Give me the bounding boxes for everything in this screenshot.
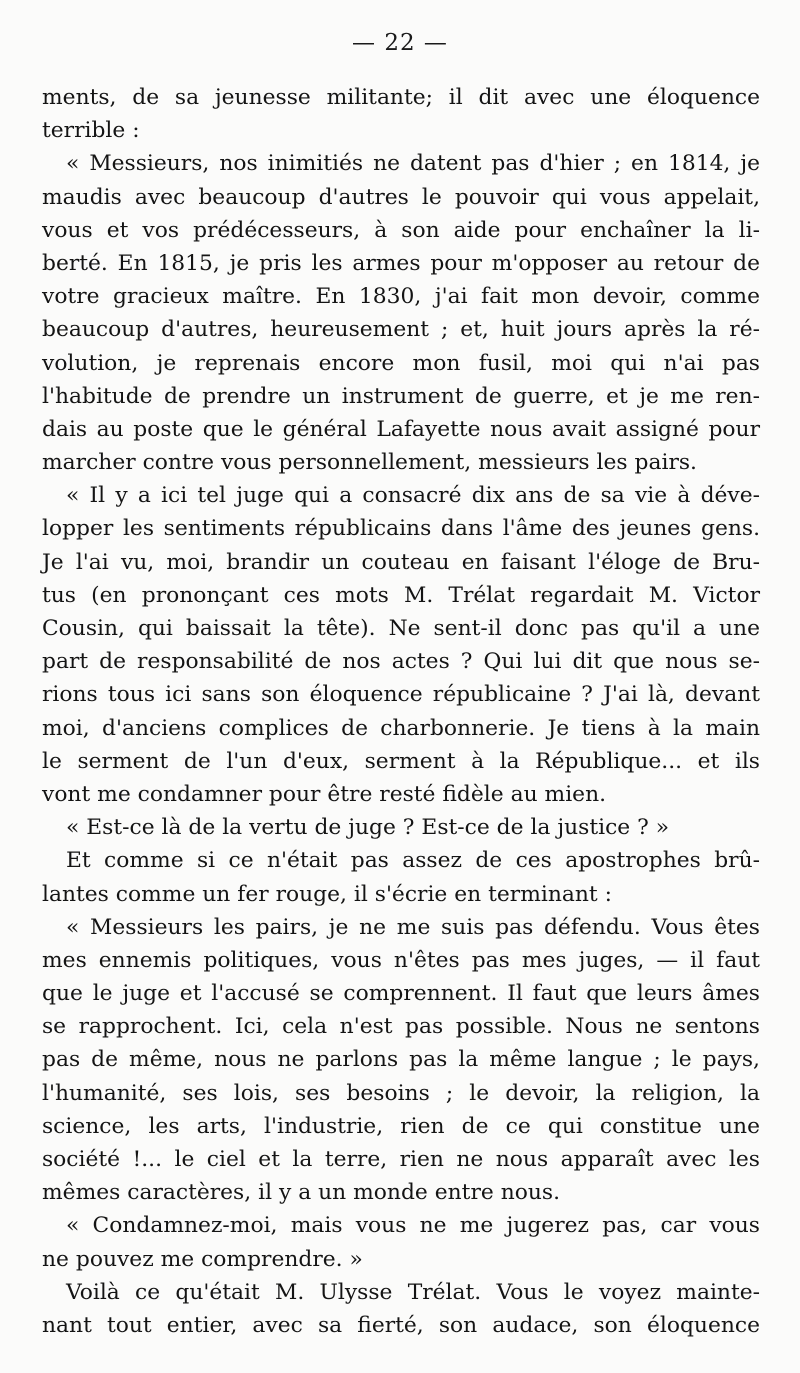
text-line: « Condamnez-moi, mais vous ne me jugerez pas, car vous [66,1213,760,1239]
text-line: « Il y a ici tel juge qui a consacré dix ans de sa vie à déve- [66,483,760,509]
text-line: Je l'ai vu, moi, brandir un couteau en faisant l'éloge de Bru- [42,549,760,575]
text-line: marcher contre vous personnellement, messieurs les pairs. [42,450,697,476]
text-line: lopper les sentiments républicains dans l'âme des jeunes gens. [42,516,760,542]
page-number: — 22 — [352,30,448,56]
body-text [42,81,760,1342]
text-line: rions tous ici sans son éloquence républicaine ? J'ai là, devant [42,682,760,708]
text-line: Cousin, qui baissait la tête). Ne sent-il donc pas qu'il a une [42,616,760,641]
text-line: l'humanité, ses lois, ses besoins ; le devoir, la religion, la [42,1080,760,1106]
text-line: berté. En 1815, je pris les armes pour m'opposer au retour de [42,250,760,276]
text-line: mes ennemis politiques, vous n'êtes pas mes juges, — il faut [42,947,760,973]
text-line: « Messieurs, nos inimitiés ne datent pas d'hier ; en 1814, je [66,151,760,177]
text-line: se rapprochent. Ici, cela n'est pas possible. Nous ne sentons [42,1014,760,1040]
text-line: ne pouvez me comprendre. » [42,1246,363,1272]
text-line: votre gracieux maître. En 1830, j'ai fait mon devoir, comme [42,284,760,310]
text-line: l'habitude de prendre un instrument de guerre, et je me ren- [42,383,760,409]
text-line: terrible : [42,118,140,144]
text-line: le serment de l'un d'eux, serment à la République... et ils [42,748,760,774]
text-line: volution, je reprenais encore mon fusil, moi qui n'ai pas [42,350,760,376]
text-line: maudis avec beaucoup d'autres le pouvoir qui vous appelait, [42,184,760,210]
text-line: vous et vos prédécesseurs, à son aide pour enchaîner la li- [42,217,760,243]
text-line: « Est-ce là de la vertu de juge ? Est-ce de la justice ? » [66,815,670,841]
text-line: « Messieurs les pairs, je ne me suis pas défendu. Vous êtes [66,914,760,940]
text-line: science, les arts, l'industrie, rien de ce qui constitue une [42,1113,760,1139]
text-line: société !... le ciel et la terre, rien ne nous apparaît avec les [42,1147,760,1172]
text-line: moi, d'anciens complices de charbonnerie. Je tiens à la main [42,715,760,741]
text-line: que le juge et l'accusé se comprennent. Il faut que leurs âmes [42,981,760,1007]
text-line: pas de même, nous ne parlons pas la même langue ; le pays, [42,1047,760,1073]
text-line: tus (en prononçant ces mots M. Trélat regardait M. Victor [42,582,760,608]
text-line: Voilà ce qu'était M. Ulysse Trélat. Vous le voyez mainte- [66,1279,760,1305]
text-line: beaucoup d'autres, heureusement ; et, huit jours après la ré- [42,317,760,343]
text-line: ments, de sa jeunesse militante; il dit avec une éloquence [42,85,760,110]
text-line: nant tout entier, avec sa fierté, son audace, son éloquence [42,1312,760,1338]
text-line: part de responsabilité de nos actes ? Qui lui dit que nous se- [42,649,760,675]
text-line: mêmes caractères, il y a un monde entre nous. [42,1180,561,1206]
text-line: vont me condamner pour être resté fidèle au mien. [42,781,607,807]
text-line: dais au poste que le général Lafayette nous avait assigné pour [42,416,760,442]
text-line: lantes comme un fer rouge, il s'écrie en terminant : [42,881,612,907]
text-line: Et comme si ce n'était pas assez de ces apostrophes brû- [66,848,760,874]
